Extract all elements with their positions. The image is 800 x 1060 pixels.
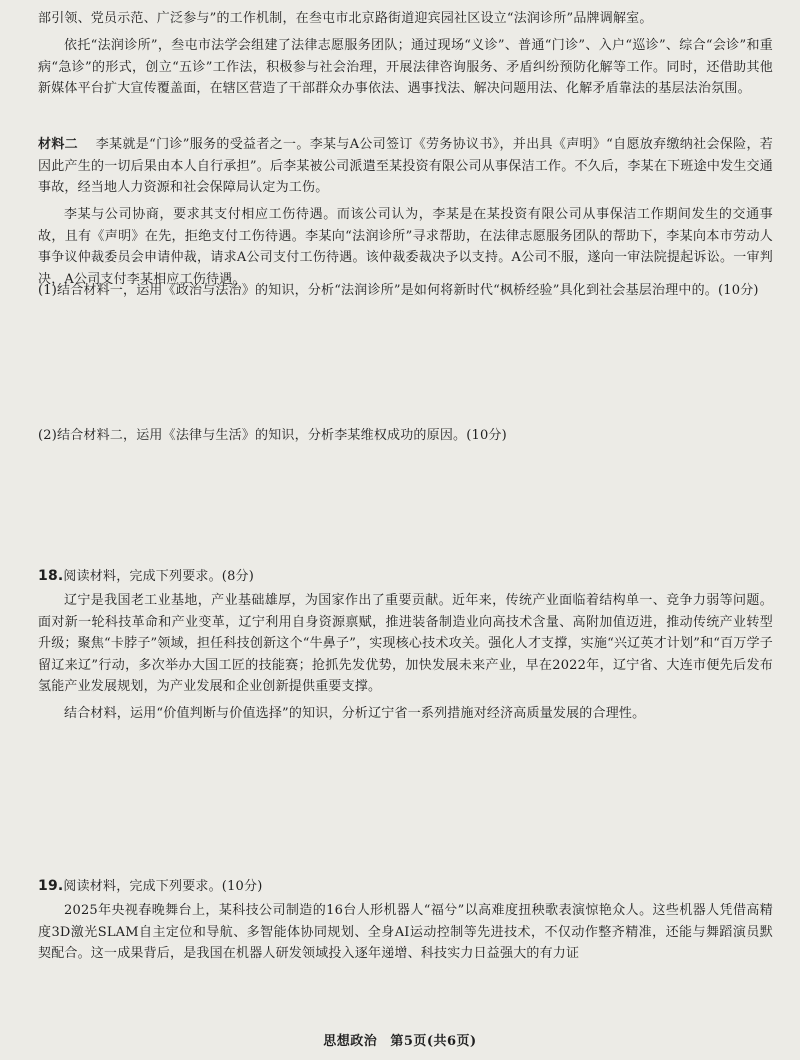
continuation-text: 部引领、党员示范、广泛参与”的工作机制，在叁屯市北京路街道迎宾园社区设立“法润诊所”品牌调解室。 [38,11,653,26]
continuation-line [38,8,773,30]
footer-subject: 思想政治 [323,1034,378,1049]
q18-stem-text: 阅读材料，完成下列要求。(8分) [63,569,255,584]
q17-sub1-text: (1)结合材料一，运用《政治与法治》的知识，分析“法润诊所”是如何将新时代“枫桥经验”具化到社会基层治理中的。(10分) [38,283,759,298]
q19-stem [38,876,773,898]
q18-number: 18. [38,568,64,584]
q17-sub2-text: (2)结合材料二，运用《法律与生活》的知识，分析李某维权成功的原因。(10分) [38,428,507,443]
q19-stem-text: 阅读材料，完成下列要求。(10分) [63,879,263,894]
q18-material [38,590,773,698]
material2-text-2: 李某与公司协商，要求其支付相应工伤待遇。而该公司认为，李某是在某投资有限公司从事保洁工作期间发生的交通事故，且有《声明》在先，拒绝支付工伤待遇。李某向“法润诊所”寻求帮助，在法律志愿服务团队的帮助下，李某向本市劳动人事争议仲裁委员会申请仲裁，请求A公司支付工伤待遇。该仲裁委裁决予以支持。A公司不服，遂向一审法院提起诉讼。一审判决，A公司支付李某相应工伤待遇。 [38,207,773,287]
q17-sub2 [38,425,773,447]
q19-number: 19. [38,878,64,894]
material1-paragraph [38,35,773,100]
material1-text: 依托“法润诊所”，叁屯市法学会组建了法律志愿服务团队；通过现场“义诊”、普通“门诊”、入户“巡诊”、综合“会诊”和重病“急诊”的形式，创立“五诊”工作法，积极参与社会治理，开展法律咨询服务、矛盾纠纷预防化解等工作。同时，还借助其他新媒体平台扩大宣传覆盖面，在辖区营造了干部群众办事依法、遇事找法、解决问题用法、化解矛盾靠法的基层法治氛围。 [38,38,773,96]
page-footer [0,1030,800,1049]
q19-material-text: 2025年央视春晚舞台上，某科技公司制造的16台人形机器人“福兮”以高难度扭秧歌表演惊艳众人。这些机器人凭借高精度3D激光SLAM自主定位和导航、多智能体协同规划、全身AI运动控制等先进技术，不仅动作整齐精准，还能与舞蹈演员默契配合。这一成果背后，是我国在机器人研发领域投入逐年递增、科技实力日益强大的有力证 [38,903,773,961]
q18-stem [38,566,773,588]
q18-material-text: 辽宁是我国老工业基地，产业基础雄厚，为国家作出了重要贡献。近年来，传统产业面临着结构单一、竞争力弱等问题。面对新一轮科技革命和产业变革，辽宁利用自身资源禀赋，推进装备制造业向高技术含量、高附加值迈进，推动传统产业转型升级；聚焦“卡脖子”领域，担任科技创新这个“牛鼻子”，实现核心技术攻关。强化人才支撑，实施“兴辽英才计划”和“百万学子留辽来辽”行动，多次举办大国工匠的技能赛；抢抓先发优势，加快发展未来产业，早在2022年，辽宁省、大连市便先后发布氢能产业发展规划，为产业发展和企业创新提供重要支撑。 [38,593,773,694]
q17-sub1 [38,280,773,302]
footer-page-number: 第5页(共6页) [390,1034,477,1049]
material2-label: 材料二 [38,137,78,152]
q19-material [38,900,773,965]
material2-text-1: 李某就是“门诊”服务的受益者之一。李某与A公司签订《劳务协议书》，并出具《声明》“自愿放弃缴纳社会保险，若因此产生的一切后果由本人自行承担”。后李某被公司派遣至某投资有限公司从事保洁工作。不久后，李某在下班途中发生交通事故，经当地人力资源和社会保障局认定为工伤。 [38,137,773,195]
material2-paragraph-1 [38,134,773,199]
q18-requirement [38,703,773,725]
material2-paragraph-2 [38,204,773,290]
q18-requirement-text: 结合材料，运用“价值判断与价值选择”的知识，分析辽宁省一系列措施对经济高质量发展的合理性。 [64,706,646,721]
